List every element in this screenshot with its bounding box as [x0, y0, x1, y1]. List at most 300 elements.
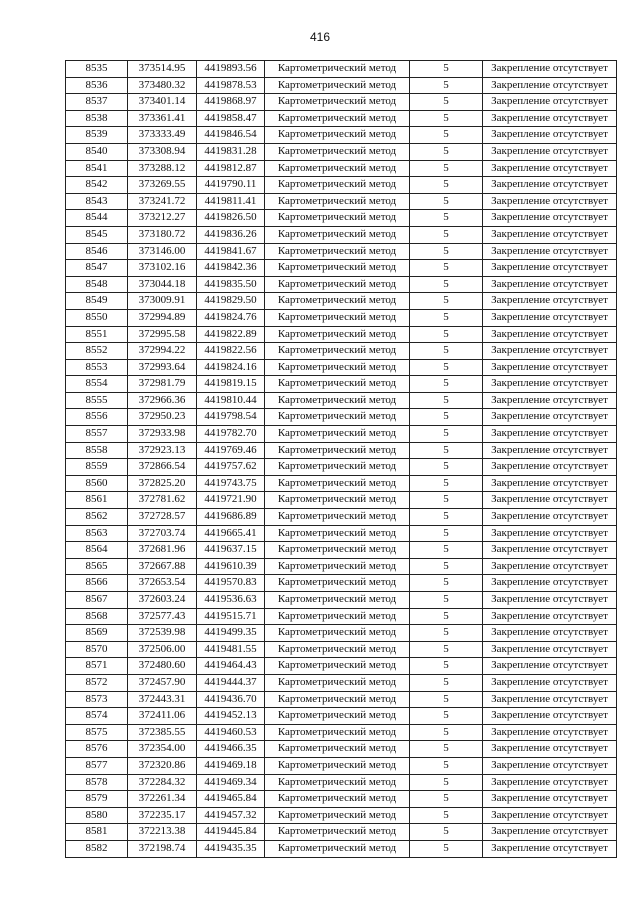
y-coordinate-cell: 4419812.87 — [197, 160, 265, 177]
point-number-cell: 8559 — [66, 459, 128, 476]
point-number-cell: 8565 — [66, 558, 128, 575]
table-row — [66, 243, 617, 260]
point-number-cell: 8568 — [66, 608, 128, 625]
x-coordinate-cell: 373514.95 — [128, 61, 197, 78]
table-row — [66, 475, 617, 492]
point-number-cell: 8550 — [66, 309, 128, 326]
method-cell: Картометрический метод — [265, 359, 410, 376]
method-cell: Картометрический метод — [265, 127, 410, 144]
x-coordinate-cell: 372577.43 — [128, 608, 197, 625]
point-number-cell: 8577 — [66, 757, 128, 774]
x-coordinate-cell: 372825.20 — [128, 475, 197, 492]
y-coordinate-cell: 4419858.47 — [197, 110, 265, 127]
fixation-cell: Закрепление отсутствует — [483, 558, 617, 575]
method-cell: Картометрический метод — [265, 177, 410, 194]
accuracy-cell: 5 — [410, 608, 483, 625]
point-number-cell: 8572 — [66, 674, 128, 691]
table-row — [66, 77, 617, 94]
fixation-cell: Закрепление отсутствует — [483, 61, 617, 78]
table-row — [66, 94, 617, 111]
accuracy-cell: 5 — [410, 177, 483, 194]
table-row — [66, 177, 617, 194]
table-row — [66, 824, 617, 841]
method-cell: Картометрический метод — [265, 376, 410, 393]
table-row — [66, 807, 617, 824]
table-row — [66, 641, 617, 658]
table-row — [66, 575, 617, 592]
table-row — [66, 542, 617, 559]
x-coordinate-cell: 372603.24 — [128, 592, 197, 609]
x-coordinate-cell: 372703.74 — [128, 525, 197, 542]
accuracy-cell: 5 — [410, 641, 483, 658]
point-number-cell: 8579 — [66, 791, 128, 808]
page-number: 416 — [309, 30, 331, 44]
table-row — [66, 309, 617, 326]
fixation-cell: Закрепление отсутствует — [483, 442, 617, 459]
accuracy-cell: 5 — [410, 127, 483, 144]
fixation-cell: Закрепление отсутствует — [483, 193, 617, 210]
x-coordinate-cell: 372506.00 — [128, 641, 197, 658]
method-cell: Картометрический метод — [265, 791, 410, 808]
accuracy-cell: 5 — [410, 326, 483, 343]
accuracy-cell: 5 — [410, 542, 483, 559]
y-coordinate-cell: 4419811.41 — [197, 193, 265, 210]
accuracy-cell: 5 — [410, 376, 483, 393]
fixation-cell: Закрепление отсутствует — [483, 77, 617, 94]
x-coordinate-cell: 372933.98 — [128, 426, 197, 443]
table-row — [66, 708, 617, 725]
accuracy-cell: 5 — [410, 592, 483, 609]
method-cell: Картометрический метод — [265, 409, 410, 426]
y-coordinate-cell: 4419824.16 — [197, 359, 265, 376]
y-coordinate-cell: 4419835.50 — [197, 276, 265, 293]
y-coordinate-cell: 4419822.89 — [197, 326, 265, 343]
accuracy-cell: 5 — [410, 757, 483, 774]
method-cell: Картометрический метод — [265, 658, 410, 675]
y-coordinate-cell: 4419790.11 — [197, 177, 265, 194]
accuracy-cell: 5 — [410, 824, 483, 841]
y-coordinate-cell: 4419842.36 — [197, 260, 265, 277]
point-number-cell: 8563 — [66, 525, 128, 542]
table-row — [66, 691, 617, 708]
x-coordinate-cell: 372284.32 — [128, 774, 197, 791]
x-coordinate-cell: 373146.00 — [128, 243, 197, 260]
x-coordinate-cell: 372320.86 — [128, 757, 197, 774]
method-cell: Картометрический метод — [265, 674, 410, 691]
table-row — [66, 509, 617, 526]
accuracy-cell: 5 — [410, 276, 483, 293]
method-cell: Картометрический метод — [265, 824, 410, 841]
accuracy-cell: 5 — [410, 674, 483, 691]
x-coordinate-cell: 373288.12 — [128, 160, 197, 177]
y-coordinate-cell: 4419841.67 — [197, 243, 265, 260]
fixation-cell: Закрепление отсутствует — [483, 741, 617, 758]
point-number-cell: 8549 — [66, 293, 128, 310]
y-coordinate-cell: 4419810.44 — [197, 392, 265, 409]
fixation-cell: Закрепление отсутствует — [483, 459, 617, 476]
method-cell: Картометрический метод — [265, 442, 410, 459]
fixation-cell: Закрепление отсутствует — [483, 343, 617, 360]
accuracy-cell: 5 — [410, 260, 483, 277]
method-cell: Картометрический метод — [265, 592, 410, 609]
point-number-cell: 8540 — [66, 143, 128, 160]
y-coordinate-cell: 4419444.37 — [197, 674, 265, 691]
fixation-cell: Закрепление отсутствует — [483, 160, 617, 177]
fixation-cell: Закрепление отсутствует — [483, 608, 617, 625]
method-cell: Картометрический метод — [265, 608, 410, 625]
fixation-cell: Закрепление отсутствует — [483, 143, 617, 160]
table-row — [66, 376, 617, 393]
x-coordinate-cell: 373044.18 — [128, 276, 197, 293]
x-coordinate-cell: 373102.16 — [128, 260, 197, 277]
method-cell: Картометрический метод — [265, 326, 410, 343]
point-number-cell: 8539 — [66, 127, 128, 144]
accuracy-cell: 5 — [410, 409, 483, 426]
y-coordinate-cell: 4419782.70 — [197, 426, 265, 443]
table-row — [66, 110, 617, 127]
method-cell: Картометрический метод — [265, 691, 410, 708]
table-row — [66, 359, 617, 376]
x-coordinate-cell: 373009.91 — [128, 293, 197, 310]
accuracy-cell: 5 — [410, 143, 483, 160]
method-cell: Картометрический метод — [265, 226, 410, 243]
y-coordinate-cell: 4419846.54 — [197, 127, 265, 144]
table-row — [66, 409, 617, 426]
point-number-cell: 8538 — [66, 110, 128, 127]
y-coordinate-cell: 4419686.89 — [197, 509, 265, 526]
y-coordinate-cell: 4419822.56 — [197, 343, 265, 360]
x-coordinate-cell: 372198.74 — [128, 840, 197, 857]
accuracy-cell: 5 — [410, 309, 483, 326]
fixation-cell: Закрепление отсутствует — [483, 110, 617, 127]
accuracy-cell: 5 — [410, 575, 483, 592]
method-cell: Картометрический метод — [265, 492, 410, 509]
accuracy-cell: 5 — [410, 791, 483, 808]
accuracy-cell: 5 — [410, 160, 483, 177]
point-number-cell: 8580 — [66, 807, 128, 824]
accuracy-cell: 5 — [410, 110, 483, 127]
accuracy-cell: 5 — [410, 61, 483, 78]
method-cell: Картометрический метод — [265, 807, 410, 824]
accuracy-cell: 5 — [410, 77, 483, 94]
y-coordinate-cell: 4419893.56 — [197, 61, 265, 78]
accuracy-cell: 5 — [410, 509, 483, 526]
table-row — [66, 143, 617, 160]
accuracy-cell: 5 — [410, 691, 483, 708]
coordinates-table — [65, 60, 617, 858]
table-row — [66, 525, 617, 542]
point-number-cell: 8553 — [66, 359, 128, 376]
fixation-cell: Закрепление отсутствует — [483, 243, 617, 260]
table-row — [66, 658, 617, 675]
accuracy-cell: 5 — [410, 243, 483, 260]
method-cell: Картометрический метод — [265, 840, 410, 857]
point-number-cell: 8564 — [66, 542, 128, 559]
method-cell: Картометрический метод — [265, 392, 410, 409]
point-number-cell: 8536 — [66, 77, 128, 94]
point-number-cell: 8543 — [66, 193, 128, 210]
accuracy-cell: 5 — [410, 807, 483, 824]
accuracy-cell: 5 — [410, 475, 483, 492]
fixation-cell: Закрепление отсутствует — [483, 641, 617, 658]
method-cell: Картометрический метод — [265, 525, 410, 542]
accuracy-cell: 5 — [410, 94, 483, 111]
table-row — [66, 592, 617, 609]
y-coordinate-cell: 4419829.50 — [197, 293, 265, 310]
fixation-cell: Закрепление отсутствует — [483, 674, 617, 691]
x-coordinate-cell: 372653.54 — [128, 575, 197, 592]
fixation-cell: Закрепление отсутствует — [483, 691, 617, 708]
x-coordinate-cell: 372781.62 — [128, 492, 197, 509]
method-cell: Картометрический метод — [265, 724, 410, 741]
method-cell: Картометрический метод — [265, 558, 410, 575]
table-row — [66, 791, 617, 808]
y-coordinate-cell: 4419798.54 — [197, 409, 265, 426]
table-body — [66, 61, 617, 858]
accuracy-cell: 5 — [410, 459, 483, 476]
y-coordinate-cell: 4419570.83 — [197, 575, 265, 592]
method-cell: Картометрический метод — [265, 210, 410, 227]
y-coordinate-cell: 4419824.76 — [197, 309, 265, 326]
point-number-cell: 8561 — [66, 492, 128, 509]
point-number-cell: 8546 — [66, 243, 128, 260]
point-number-cell: 8581 — [66, 824, 128, 841]
point-number-cell: 8570 — [66, 641, 128, 658]
fixation-cell: Закрепление отсутствует — [483, 757, 617, 774]
method-cell: Картометрический метод — [265, 542, 410, 559]
table-row — [66, 840, 617, 857]
accuracy-cell: 5 — [410, 492, 483, 509]
accuracy-cell: 5 — [410, 426, 483, 443]
table-row — [66, 260, 617, 277]
y-coordinate-cell: 4419637.15 — [197, 542, 265, 559]
fixation-cell: Закрепление отсутствует — [483, 807, 617, 824]
table-row — [66, 558, 617, 575]
fixation-cell: Закрепление отсутствует — [483, 625, 617, 642]
y-coordinate-cell: 4419536.63 — [197, 592, 265, 609]
method-cell: Картометрический метод — [265, 426, 410, 443]
point-number-cell: 8578 — [66, 774, 128, 791]
point-number-cell: 8569 — [66, 625, 128, 642]
accuracy-cell: 5 — [410, 724, 483, 741]
table-row — [66, 61, 617, 78]
x-coordinate-cell: 372994.89 — [128, 309, 197, 326]
accuracy-cell: 5 — [410, 525, 483, 542]
accuracy-cell: 5 — [410, 392, 483, 409]
fixation-cell: Закрепление отсутствует — [483, 475, 617, 492]
fixation-cell: Закрепление отсутствует — [483, 525, 617, 542]
point-number-cell: 8545 — [66, 226, 128, 243]
x-coordinate-cell: 373212.27 — [128, 210, 197, 227]
y-coordinate-cell: 4419868.97 — [197, 94, 265, 111]
x-coordinate-cell: 372235.17 — [128, 807, 197, 824]
point-number-cell: 8567 — [66, 592, 128, 609]
fixation-cell: Закрепление отсутствует — [483, 509, 617, 526]
y-coordinate-cell: 4419469.18 — [197, 757, 265, 774]
table-row — [66, 193, 617, 210]
x-coordinate-cell: 372994.22 — [128, 343, 197, 360]
y-coordinate-cell: 4419445.84 — [197, 824, 265, 841]
fixation-cell: Закрепление отсутствует — [483, 824, 617, 841]
y-coordinate-cell: 4419465.84 — [197, 791, 265, 808]
method-cell: Картометрический метод — [265, 459, 410, 476]
table-row — [66, 392, 617, 409]
x-coordinate-cell: 373361.41 — [128, 110, 197, 127]
point-number-cell: 8541 — [66, 160, 128, 177]
table-row — [66, 741, 617, 758]
fixation-cell: Закрепление отсутствует — [483, 276, 617, 293]
accuracy-cell: 5 — [410, 625, 483, 642]
x-coordinate-cell: 373480.32 — [128, 77, 197, 94]
x-coordinate-cell: 372411.06 — [128, 708, 197, 725]
table-row — [66, 426, 617, 443]
method-cell: Картометрический метод — [265, 641, 410, 658]
fixation-cell: Закрепление отсутствует — [483, 177, 617, 194]
point-number-cell: 8535 — [66, 61, 128, 78]
point-number-cell: 8556 — [66, 409, 128, 426]
x-coordinate-cell: 372995.58 — [128, 326, 197, 343]
fixation-cell: Закрепление отсутствует — [483, 94, 617, 111]
table-row — [66, 608, 617, 625]
point-number-cell: 8537 — [66, 94, 128, 111]
fixation-cell: Закрепление отсутствует — [483, 724, 617, 741]
x-coordinate-cell: 372966.36 — [128, 392, 197, 409]
table-row — [66, 210, 617, 227]
y-coordinate-cell: 4419757.62 — [197, 459, 265, 476]
table-row — [66, 459, 617, 476]
accuracy-cell: 5 — [410, 226, 483, 243]
method-cell: Картометрический метод — [265, 243, 410, 260]
method-cell: Картометрический метод — [265, 741, 410, 758]
x-coordinate-cell: 373333.49 — [128, 127, 197, 144]
fixation-cell: Закрепление отсутствует — [483, 492, 617, 509]
table-row — [66, 160, 617, 177]
method-cell: Картометрический метод — [265, 475, 410, 492]
point-number-cell: 8571 — [66, 658, 128, 675]
accuracy-cell: 5 — [410, 658, 483, 675]
y-coordinate-cell: 4419457.32 — [197, 807, 265, 824]
method-cell: Картометрический метод — [265, 708, 410, 725]
y-coordinate-cell: 4419452.13 — [197, 708, 265, 725]
fixation-cell: Закрепление отсутствует — [483, 791, 617, 808]
table-row — [66, 127, 617, 144]
table-row — [66, 326, 617, 343]
fixation-cell: Закрепление отсутствует — [483, 840, 617, 857]
point-number-cell: 8551 — [66, 326, 128, 343]
method-cell: Картометрический метод — [265, 625, 410, 642]
table-row — [66, 343, 617, 360]
point-number-cell: 8557 — [66, 426, 128, 443]
method-cell: Картометрический метод — [265, 143, 410, 160]
y-coordinate-cell: 4419469.34 — [197, 774, 265, 791]
fixation-cell: Закрепление отсутствует — [483, 575, 617, 592]
x-coordinate-cell: 372261.34 — [128, 791, 197, 808]
method-cell: Картометрический метод — [265, 160, 410, 177]
x-coordinate-cell: 373269.55 — [128, 177, 197, 194]
point-number-cell: 8566 — [66, 575, 128, 592]
y-coordinate-cell: 4419819.15 — [197, 376, 265, 393]
accuracy-cell: 5 — [410, 293, 483, 310]
point-number-cell: 8548 — [66, 276, 128, 293]
method-cell: Картометрический метод — [265, 293, 410, 310]
x-coordinate-cell: 372681.96 — [128, 542, 197, 559]
y-coordinate-cell: 4419499.35 — [197, 625, 265, 642]
fixation-cell: Закрепление отсутствует — [483, 210, 617, 227]
table-row — [66, 774, 617, 791]
accuracy-cell: 5 — [410, 741, 483, 758]
point-number-cell: 8560 — [66, 475, 128, 492]
point-number-cell: 8554 — [66, 376, 128, 393]
fixation-cell: Закрепление отсутствует — [483, 426, 617, 443]
fixation-cell: Закрепление отсутствует — [483, 409, 617, 426]
fixation-cell: Закрепление отсутствует — [483, 376, 617, 393]
y-coordinate-cell: 4419665.41 — [197, 525, 265, 542]
fixation-cell: Закрепление отсутствует — [483, 260, 617, 277]
x-coordinate-cell: 372728.57 — [128, 509, 197, 526]
x-coordinate-cell: 372923.13 — [128, 442, 197, 459]
method-cell: Картометрический метод — [265, 309, 410, 326]
y-coordinate-cell: 4419435.35 — [197, 840, 265, 857]
fixation-cell: Закрепление отсутствует — [483, 392, 617, 409]
y-coordinate-cell: 4419436.70 — [197, 691, 265, 708]
fixation-cell: Закрепление отсутствует — [483, 658, 617, 675]
point-number-cell: 8555 — [66, 392, 128, 409]
y-coordinate-cell: 4419464.43 — [197, 658, 265, 675]
x-coordinate-cell: 372457.90 — [128, 674, 197, 691]
x-coordinate-cell: 373180.72 — [128, 226, 197, 243]
accuracy-cell: 5 — [410, 193, 483, 210]
method-cell: Картометрический метод — [265, 276, 410, 293]
fixation-cell: Закрепление отсутствует — [483, 359, 617, 376]
y-coordinate-cell: 4419460.53 — [197, 724, 265, 741]
table-row — [66, 625, 617, 642]
x-coordinate-cell: 372213.38 — [128, 824, 197, 841]
y-coordinate-cell: 4419769.46 — [197, 442, 265, 459]
method-cell: Картометрический метод — [265, 77, 410, 94]
table-row — [66, 276, 617, 293]
y-coordinate-cell: 4419721.90 — [197, 492, 265, 509]
accuracy-cell: 5 — [410, 210, 483, 227]
x-coordinate-cell: 372354.00 — [128, 741, 197, 758]
y-coordinate-cell: 4419515.71 — [197, 608, 265, 625]
x-coordinate-cell: 372866.54 — [128, 459, 197, 476]
fixation-cell: Закрепление отсутствует — [483, 127, 617, 144]
x-coordinate-cell: 372480.60 — [128, 658, 197, 675]
table-row — [66, 442, 617, 459]
table-row — [66, 226, 617, 243]
fixation-cell: Закрепление отсутствует — [483, 708, 617, 725]
table-row — [66, 293, 617, 310]
method-cell: Картометрический метод — [265, 774, 410, 791]
accuracy-cell: 5 — [410, 840, 483, 857]
method-cell: Картометрический метод — [265, 509, 410, 526]
point-number-cell: 8542 — [66, 177, 128, 194]
x-coordinate-cell: 372385.55 — [128, 724, 197, 741]
table-row — [66, 492, 617, 509]
fixation-cell: Закрепление отсутствует — [483, 226, 617, 243]
accuracy-cell: 5 — [410, 343, 483, 360]
point-number-cell: 8552 — [66, 343, 128, 360]
y-coordinate-cell: 4419826.50 — [197, 210, 265, 227]
method-cell: Картометрический метод — [265, 260, 410, 277]
x-coordinate-cell: 372539.98 — [128, 625, 197, 642]
y-coordinate-cell: 4419610.39 — [197, 558, 265, 575]
x-coordinate-cell: 372443.31 — [128, 691, 197, 708]
x-coordinate-cell: 372993.64 — [128, 359, 197, 376]
method-cell: Картометрический метод — [265, 343, 410, 360]
point-number-cell: 8574 — [66, 708, 128, 725]
x-coordinate-cell: 372950.23 — [128, 409, 197, 426]
